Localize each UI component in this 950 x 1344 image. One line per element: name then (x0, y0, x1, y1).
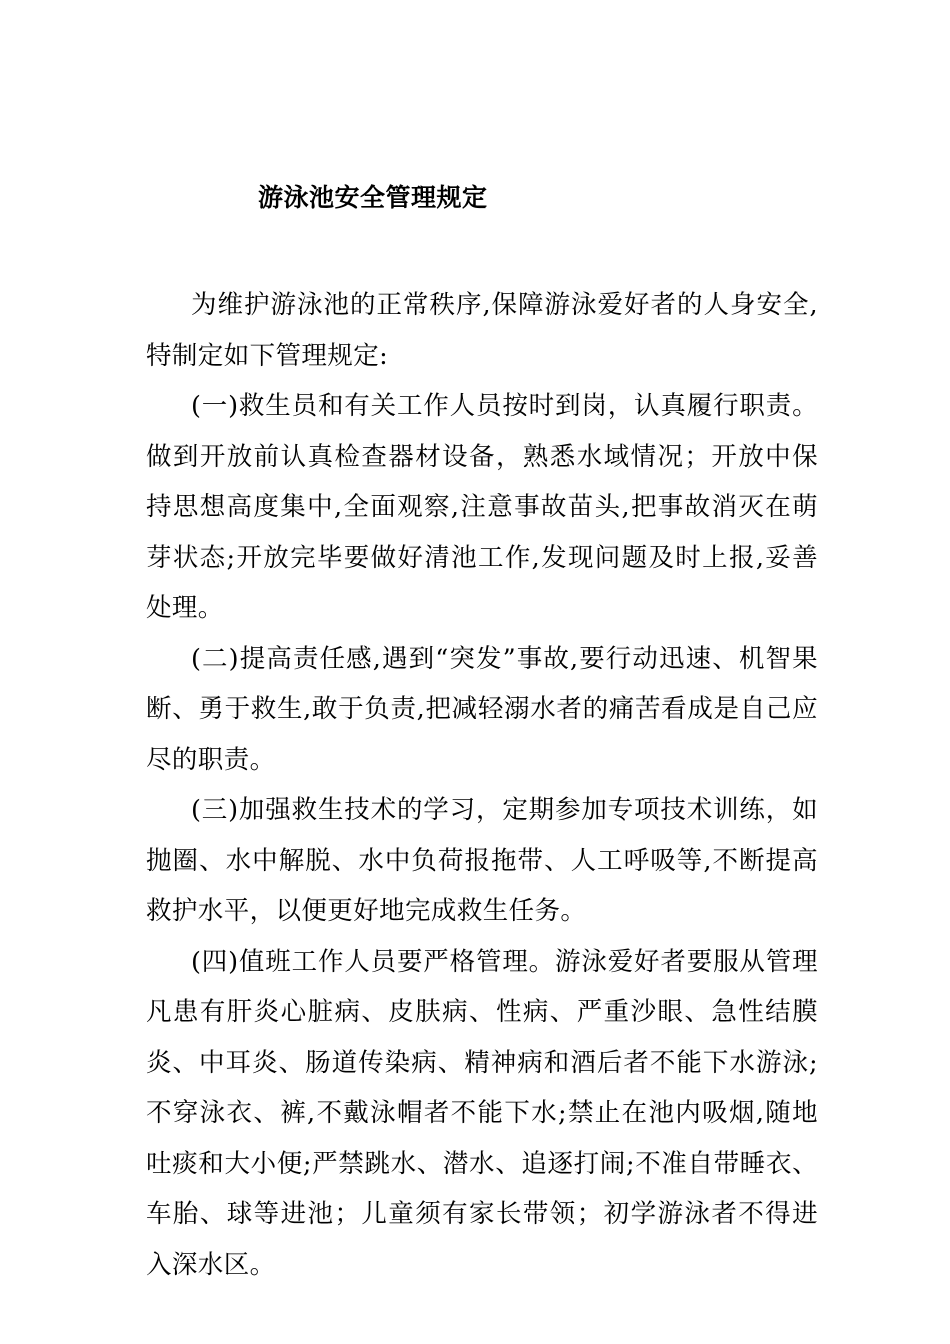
intro-paragraph: 为维护游泳池的正常秩序,保障游泳爱好者的人身安全,特制定如下管理规定: (146, 290, 818, 371)
document-body (146, 280, 818, 1290)
rule-paragraph-4: (四)值班工作人员要严格管理。游泳爱好者要服从管理凡患有肝炎心脏病、皮肤病、性病、严重沙眼、急性结膜炎、中耳炎、肠道传染病、精神病和酒后者不能下水游泳;不穿泳衣、裤,不戴泳帽者不能下水;禁止在池内吸烟,随地吐痰和大小便;严禁跳水、潜水、追逐打闹;不准自带睡衣、车胎、球等进池；儿童须有家长带领；初学游泳者不得进入深水区。 (146, 946, 818, 1280)
rule-paragraph-1: (一)救生员和有关工作人员按时到岗，认真履行职责。做到开放前认真检查器材设备，熟悉水域情况；开放中保持思想高度集中,全面观察,注意事故苗头,把事故消灭在萌芽状态;开放完毕要做好清池工作,发现问题及时上报,妥善处理。 (146, 391, 818, 623)
rule-paragraph-3: (三)加强救生技术的学习，定期参加专项技术训练，如抛圈、水中解脱、水中负荷报拖带、人工呼吸等,不断提高救护水平，以便更好地完成救生任务。 (146, 795, 818, 926)
document-title: 游泳池安全管理规定 (258, 183, 488, 212)
rule-paragraph-2: (二)提高责任感,遇到“突发”事故,要行动迅速、机智果断、勇于救生,敢于负责,把减轻溺水者的痛苦看成是自己应尽的职责。 (146, 643, 818, 775)
